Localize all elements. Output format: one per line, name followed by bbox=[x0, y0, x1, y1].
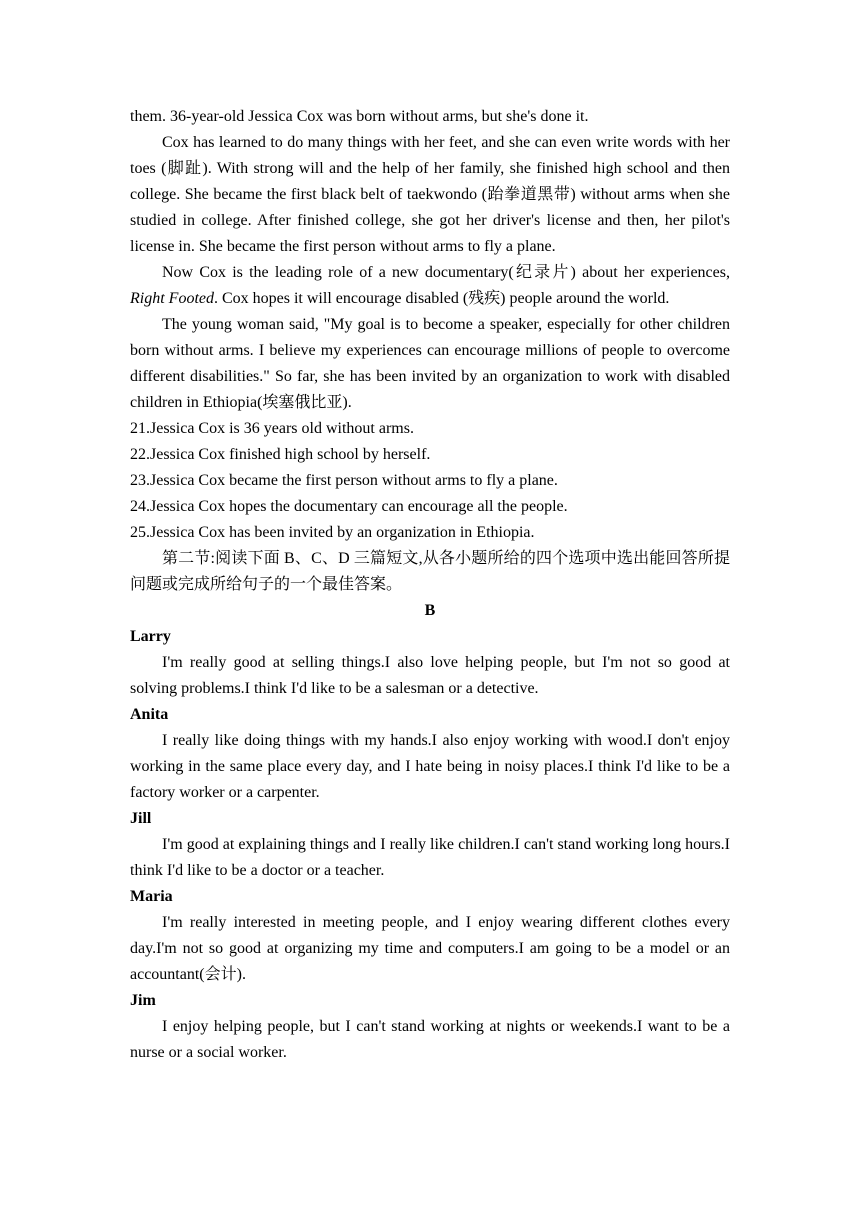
question-25: 25.Jessica Cox has been invited by an organization in Ethiopia. bbox=[130, 524, 535, 541]
person-name-maria: Maria bbox=[130, 888, 173, 905]
person-name-anita: Anita bbox=[130, 706, 169, 723]
person-name-jim: Jim bbox=[130, 992, 156, 1009]
person-text-anita: I really like doing things with my hands.I also enjoy working with wood.I don't enjoy working in the same place every day, and I hate being in noisy places.I think I'd like to be a factory worker or a carpenter. bbox=[130, 732, 730, 801]
question-21: 21.Jessica Cox is 36 years old without arms. bbox=[130, 420, 414, 437]
person-text-jim: I enjoy helping people, but I can't stand working at nights or weekends.I want to be a nurse or a social worker. bbox=[130, 1018, 730, 1061]
question-23: 23.Jessica Cox became the first person without arms to fly a plane. bbox=[130, 472, 558, 489]
passage-a-paragraph-0: them. 36-year-old Jessica Cox was born without arms, but she's done it. bbox=[130, 108, 589, 125]
passage-a-paragraph-2-start: Now Cox is the leading role of a new documentary(纪录片) about her experiences, bbox=[162, 264, 730, 281]
question-24: 24.Jessica Cox hopes the documentary can encourage all the people. bbox=[130, 498, 568, 515]
person-text-larry: I'm really good at selling things.I also love helping people, but I'm not so good at solving problems.I think I'd like to be a salesman or a detective. bbox=[130, 654, 730, 697]
document-page bbox=[130, 104, 730, 1066]
person-name-larry: Larry bbox=[130, 628, 171, 645]
passage-b-heading: B bbox=[424, 602, 436, 619]
section-2-instruction: 第二节:阅读下面 B、C、D 三篇短文,从各小题所给的四个选项中选出能回答所提问题或完成所给句子的一个最佳答案。 bbox=[130, 550, 730, 593]
passage-a-paragraph-2-end: . Cox hopes it will encourage disabled (残疾) people around the world. bbox=[213, 290, 670, 307]
question-22: 22.Jessica Cox finished high school by herself. bbox=[130, 446, 431, 463]
passage-a-paragraph-2 bbox=[130, 260, 730, 312]
person-name-jill: Jill bbox=[130, 810, 152, 827]
passage-a-paragraph-3: The young woman said, "My goal is to become a speaker, especially for other children born without arms. I believe my experiences can encourage millions of people to overcome different disabilities." So far, she has been invited by an organization to work with disabled children in Ethiopia(埃塞俄比亚). bbox=[130, 316, 730, 411]
person-text-maria: I'm really interested in meeting people, and I enjoy wearing different clothes every day.I'm not so good at organizing my time and computers.I am going to be a model or an accountant(会计). bbox=[130, 914, 730, 983]
person-text-jill: I'm good at explaining things and I really like children.I can't stand working long hours.I think I'd like to be a doctor or a teacher. bbox=[130, 836, 730, 879]
passage-a-paragraph-1: Cox has learned to do many things with her feet, and she can even write words with her toes (脚趾). With strong will and the help of her family, she finished high school and then college. She became the first black belt of taekwondo (跆拳道黑带) without arms when she studied in college. After finished college, she got her driver's license and then, her pilot's license in. She became the first person without arms to fly a plane. bbox=[130, 134, 730, 255]
documentary-title: Right Footed bbox=[130, 290, 214, 307]
